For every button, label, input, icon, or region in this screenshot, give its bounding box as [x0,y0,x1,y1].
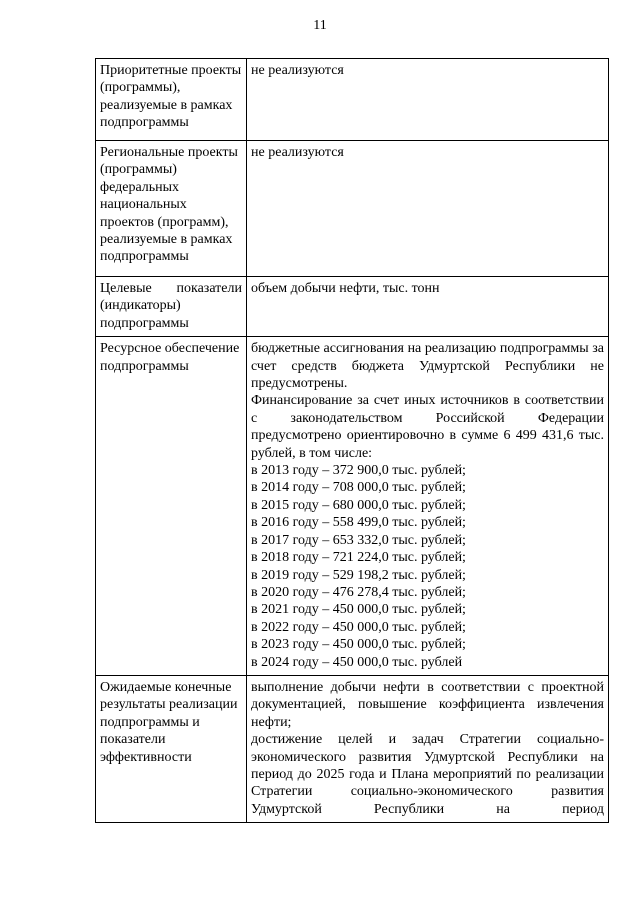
funding-year-line: в 2021 году – 450 000,0 тыс. рублей; [251,602,466,618]
row-label-resource-provision: Ресурсное обеспечение подпрограммы [96,337,247,676]
funding-year-line: в 2015 году – 680 000,0 тыс. рублей; [251,497,466,513]
funding-year-line: в 2019 году – 529 198,2 тыс. рублей; [251,567,466,583]
table-row-priority-projects [96,59,609,141]
row-label-expected-results: Ожидаемые конечные результаты реализации подпрограммы и показатели эффективности [96,675,247,822]
result-strategy-goals: достижение целей и задач Стратегии социально-экономического развития Удмуртской Республики на период до 2025 года и Плана мероприятий по реализации Стратегии социально-экономического развития Удмуртской Республики на период [251,732,604,817]
result-oil-production: выполнение добычи нефти в соответствии с проектной документацией, повышение коэффициента извлечения нефти; [251,679,604,730]
funding-year-line: в 2018 году – 721 224,0 тыс. рублей; [251,550,466,566]
row-label-target-indicators: Целевые показатели (индикаторы) подпрограммы [96,277,247,337]
funding-year-line: в 2016 году – 558 499,0 тыс. рублей; [251,515,466,531]
funding-year-line: в 2014 году – 708 000,0 тыс. рублей; [251,480,466,496]
funding-year-line: в 2013 году – 372 900,0 тыс. рублей; [251,463,466,479]
table-row-regional-projects [96,141,609,277]
row-value-priority-projects: не реализуются [247,59,609,141]
funding-intro-budget: бюджетные ассигнования на реализацию подпрограммы за счет средств бюджета Удмуртской Республики не предусмотрены. [251,341,604,392]
table-row-resource-provision [96,337,609,676]
funding-year-line: в 2023 году – 450 000,0 тыс. рублей; [251,637,466,653]
funding-intro-other-sources: Финансирование за счет иных источников в соответствии с законодательством Российской Федерации предусмотрено ориентировочно в сумме 6 499 431,6 тыс. рублей, в том числе: [251,393,604,461]
row-value-expected-results [247,675,609,822]
row-value-regional-projects: не реализуются [247,141,609,277]
funding-year-line: в 2017 году – 653 332,0 тыс. рублей; [251,532,466,548]
funding-year-line: в 2020 году – 476 278,4 тыс. рублей; [251,584,466,600]
page-number: 11 [313,18,327,33]
funding-year-line: в 2022 году – 450 000,0 тыс. рублей; [251,619,466,635]
table-row-expected-results [96,675,609,822]
row-label-regional-projects: Региональные проекты (программы) федеральных национальных проектов (программ), реализуемые в рамках подпрограммы [96,141,247,277]
funding-year-line: в 2024 году – 450 000,0 тыс. рублей [251,654,463,670]
table-row-target-indicators [96,277,609,337]
subprogram-passport-table [95,58,609,823]
row-label-priority-projects: Приоритетные проекты (программы), реализуемые в рамках подпрограммы [96,59,247,141]
row-value-resource-provision [247,337,609,676]
row-value-target-indicators: объем добычи нефти, тыс. тонн [247,277,609,337]
